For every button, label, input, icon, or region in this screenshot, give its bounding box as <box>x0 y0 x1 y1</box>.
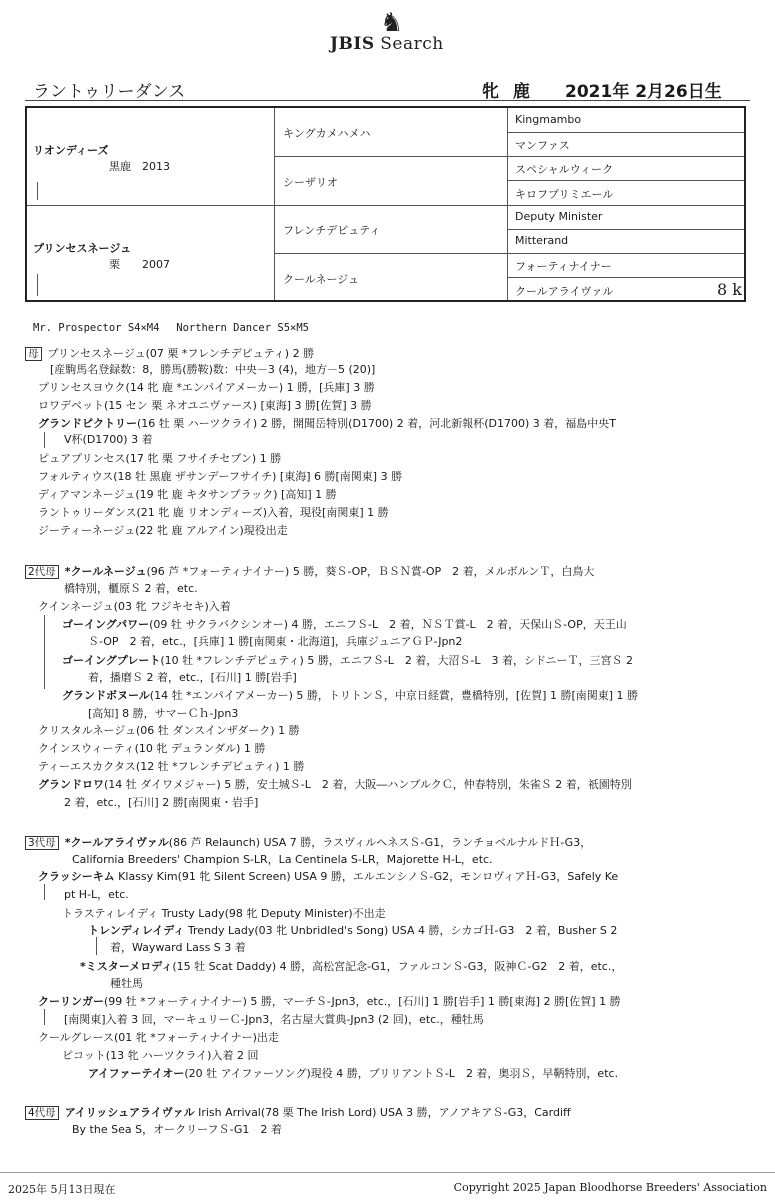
family-number: 8 k <box>717 280 742 299</box>
section3-line: *ミスターメロディ(15 牡 Scat Daddy) 4 勝，高松宮記念-G1，ファルコンＳ-G3，阪神Ｃ-G2 2 着，etc.， <box>80 960 623 973</box>
section1-line: ディアマンネージュ(19 牝 鹿 キタサンブラック) [高知] 1 勝 <box>38 488 337 501</box>
section1-line: ピュアプリンセス(17 牝 栗 フサイチセブン) 1 勝 <box>38 452 282 465</box>
section3-line: ピコット(13 牝 ハーツクライ)入着 2 回 <box>62 1049 259 1062</box>
pedigree-dam-info: 栗 2007 <box>109 258 170 271</box>
section2-line: グランドロワ(14 牡 ダイワメジャー) 5 勝，安土城Ｓ-L 2 着，大阪―ハンブルクＣ，仲春特別，朱雀Ｓ 2 着，祇園特別 <box>38 778 632 791</box>
pedigree-g3-2: マンファス <box>515 139 570 152</box>
inbreeding-info: Mr. Prospector S4×M4 Northern Dancer S5×M5 <box>33 322 310 334</box>
section2-line: クリスタルネージュ(06 牡 ダンスインザダーク) 1 勝 <box>38 724 300 737</box>
section2-line: 2 着，etc.，[石川] 2 勝[南関東・岩手] <box>64 796 259 809</box>
section3-line: アイファーテイオー(20 牡 アイファーソング)現役 4 勝，ブリリアントＳ-L 2 着，奥羽Ｓ，早鞆特別，etc. <box>88 1067 619 1080</box>
pedigree-g3-1: Kingmambo <box>515 113 582 126</box>
section2-line: クインスウィーティ(10 牝 デュランダル) 1 勝 <box>38 742 266 755</box>
section1-line: ロワデベット(15 セン 栗 ネオユニヴァース) [東海] 3 勝[佐賀] 3 勝 <box>38 399 372 412</box>
section1-line: プリンセスヨウク(14 牝 鹿 *エンパイアメーカー) 1 勝，[兵庫] 3 勝 <box>38 381 375 394</box>
section2-line: 着，播磨Ｓ 2 着，etc.，[石川] 1 勝[岩手] <box>88 671 297 684</box>
section2-line: ゴーイングプレート(10 牡 *フレンチデピュティ) 5 勝，エニフＳ-L 2 着，大沼Ｓ-L 3 着，シドニーＴ，三宮Ｓ 2 <box>62 654 634 667</box>
section2-line: クインネージュ(03 牝 フジキセキ)入着 <box>38 600 231 613</box>
footer-date: 2025年 5月13日現在 <box>8 1183 116 1196</box>
section2-line: ティーエスカクタス(12 牡 *フレンチデピュティ) 1 勝 <box>38 760 305 773</box>
horse-birth-date: 2021年 2月26日生 <box>565 82 722 102</box>
pedigree-g2-1: キングカメハメハ <box>283 127 371 140</box>
pedigree-g2-4: クールネージュ <box>283 273 360 286</box>
title-underline <box>25 100 750 101</box>
section3-line: 3代母 *クールアライヴァル(86 芦 Relaunch) USA 7 勝，ラスヴィルヘネスＳ-G1，ランチョベルナルドＨ-G3， <box>25 835 591 850</box>
logo-text: JBIS Search <box>330 34 444 54</box>
section3-line: クールグレース(01 牝 *フォーティナイナー)出走 <box>38 1031 279 1044</box>
section3-line: クラッシーキム Klassy Kim(91 牝 Silent Screen) USA 9 勝，エルエンシノＳ-G2，モンロヴィアＨ-G3，Safely Ke <box>38 870 619 883</box>
pedigree-g3-7: フォーティナイナー <box>515 260 612 273</box>
section-badge-3rd-dam: 3代母 <box>25 836 59 850</box>
pedigree-table <box>25 106 746 302</box>
section1-line: フォルティウス(18 牡 黒鹿 ザサンデーフサイチ) [東海] 6 勝[南関東] 3 勝 <box>38 470 403 483</box>
section1-line: [産駒馬名登録数：8，勝馬(勝鞍)数：中央－3 (4)，地方－5 (20)] <box>50 363 376 376</box>
section2-line: グランドボヌール(14 牡 *エンパイアメーカー) 5 勝，トリトンＳ，中京日経賞，豊橋特別，[佐賀] 1 勝[南関東] 1 勝 <box>62 689 639 702</box>
section3-line: pt H-L，etc. <box>64 888 129 901</box>
footer-divider <box>0 1172 775 1173</box>
section4-line: By the Sea S，オークリーフＳ-G1 2 着 <box>72 1123 282 1136</box>
section2-line: 2代母 *クールネージュ(96 芦 *フォーティナイナー) 5 勝，葵Ｓ-OP，ＢＳＮ賞-OP 2 着，メルボルンＴ，白鳥大 <box>25 564 594 579</box>
section3-line: トレンディレイディ Trendy Lady(03 牝 Unbridled's Song) USA 4 勝，シカゴＨ-G3 2 着，Busher S 2 <box>88 924 618 937</box>
section3-line: [南関東]入着 3 回，マーキュリーＣ-Jpn3，名古屋大賞典-Jpn3 (2 回)，etc.，種牡馬 <box>64 1013 484 1026</box>
section-badge-2nd-dam: 2代母 <box>25 565 59 579</box>
pedigree-g3-8: クールアライヴァル <box>515 285 614 298</box>
section3-line: トラスティレイディ Trusty Lady(98 牝 Deputy Minister)不出走 <box>62 907 386 920</box>
section1-line: ラントゥリーダンス(21 牝 鹿 リオンディーズ)入着，現役[南関東] 1 勝 <box>38 506 389 519</box>
section-badge-4th-dam: 4代母 <box>25 1106 59 1120</box>
horse-name: ラントゥリーダンス <box>33 82 186 102</box>
pedigree-g2-3: フレンチデピュティ <box>283 224 381 237</box>
section3-line: 着，Wayward Lass S 3 着 <box>110 941 246 954</box>
pedigree-dam: プリンセスネージュ <box>33 242 132 255</box>
section1-line: V杯(D1700) 3 着 <box>64 433 153 446</box>
section-badge-dam: 母 <box>25 347 42 361</box>
pedigree-g2-2: シーザリオ <box>283 176 338 189</box>
horse-sex-color: 牝 鹿 <box>482 82 534 102</box>
pedigree-g3-3: スペシャルウィーク <box>515 163 614 176</box>
section3-line: クーリンガー(99 牡 *フォーティナイナー) 5 勝，マーチＳ-Jpn3，etc.，[石川] 1 勝[岩手] 1 勝[東海] 2 勝[佐賀] 1 勝 <box>38 995 621 1008</box>
jbis-search-logo <box>330 10 460 54</box>
pedigree-sire: リオンディーズ <box>33 144 109 157</box>
horse-logo-icon: ♞ <box>380 8 404 38</box>
section2-line: Ｓ-OP 2 着，etc.，[兵庫] 1 勝[南関東・北海道]，兵庫ジュニアＧＰ-Jpn2 <box>88 635 463 648</box>
pedigree-g3-4: キロフプリミエール <box>515 188 614 201</box>
pedigree-sire-info: 黒鹿 2013 <box>109 160 170 173</box>
section1-line: グランドピクトリー(16 牡 栗 ハーツクライ) 2 勝，開聞岳特別(D1700) 2 着，河北新報杯(D1700) 3 着，福島中央T <box>38 417 616 430</box>
section1-dam-line: 母 プリンセスネージュ(07 栗 *フレンチデピュティ) 2 勝 <box>25 346 314 361</box>
section2-line: ゴーイングパワー(09 牡 サクラバクシンオー) 4 勝，エニフＳ-L 2 着，ＮＳＴ賞-L 2 着，天保山Ｓ-OP，天王山 <box>62 618 627 631</box>
footer-copyright: Copyright 2025 Japan Bloodhorse Breeders' Association <box>453 1181 767 1194</box>
section1-line: ジーティーネージュ(22 牝 鹿 アルアイン)現役出走 <box>38 524 288 537</box>
section2-line: 橋特別，櫃原Ｓ 2 着，etc. <box>64 582 198 595</box>
section3-line: California Breeders' Champion S-LR，La Centinela S-LR，Majorette H-L，etc. <box>72 853 493 866</box>
pedigree-g3-5: Deputy Minister <box>515 210 603 223</box>
pedigree-g3-6: Mitterand <box>515 234 569 247</box>
section2-line: [高知] 8 勝，サマーＣｈ-Jpn3 <box>88 707 239 720</box>
section3-line: 種牡馬 <box>110 977 143 990</box>
section4-line: 4代母 アイリッシュアライヴァル Irish Arrival(78 栗 The Irish Lord) USA 3 勝，アノアキアＳ-G3，Cardiff <box>25 1105 571 1120</box>
